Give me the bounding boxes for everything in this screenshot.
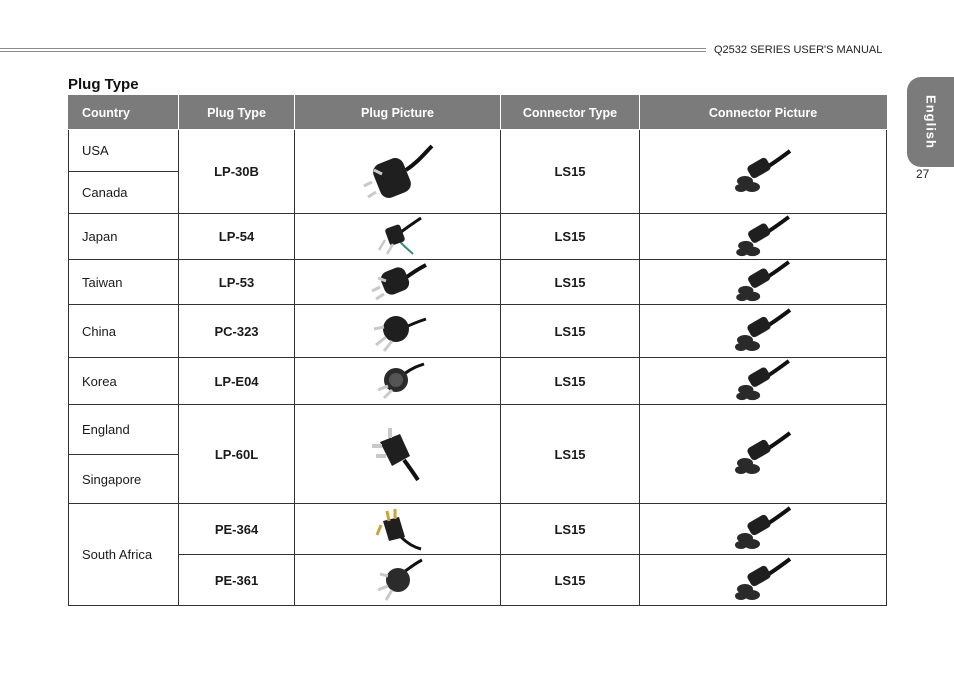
table-row — [69, 555, 887, 606]
column-header-connector-picture: Connector Picture — [640, 96, 887, 130]
plug-type-cell: LP-60L — [179, 405, 295, 504]
connector-type-cell: LS15 — [501, 305, 640, 358]
country-cell: China — [69, 305, 179, 358]
country-cell: Taiwan — [69, 260, 179, 305]
plug-picture-cell — [295, 555, 501, 606]
page-number: 27 — [916, 167, 930, 181]
plug-pe-361-icon — [372, 558, 424, 602]
connector-ls15-icon — [734, 149, 792, 195]
plug-type-cell: PE-364 — [179, 504, 295, 555]
country-cell: Korea — [69, 358, 179, 405]
plug-picture-cell — [295, 358, 501, 405]
plug-pe-364-icon — [373, 507, 423, 551]
plug-picture-cell — [295, 305, 501, 358]
connector-picture-cell — [640, 214, 887, 260]
manual-title: Q2532 SERIES USER'S MANUAL — [714, 44, 883, 56]
section-title: Plug Type — [68, 76, 139, 93]
table-row — [69, 405, 887, 455]
table-row — [69, 214, 887, 260]
connector-picture-cell — [640, 130, 887, 214]
plug-picture-cell — [295, 504, 501, 555]
plug-type-cell: LP-53 — [179, 260, 295, 305]
plug-picture-cell — [295, 405, 501, 504]
connector-ls15-icon — [734, 308, 792, 354]
table-row — [69, 305, 887, 358]
table-row — [69, 358, 887, 405]
country-cell: Canada — [69, 172, 179, 214]
column-header-connector-type: Connector Type — [501, 96, 640, 130]
plug-picture-cell — [295, 214, 501, 260]
plug-lp-54-icon — [373, 216, 423, 258]
table-row — [69, 260, 887, 305]
connector-ls15-icon — [734, 557, 792, 603]
country-cell: USA — [69, 130, 179, 172]
column-header-country: Country — [69, 96, 179, 130]
connector-type-cell: LS15 — [501, 260, 640, 305]
connector-ls15-icon — [734, 260, 792, 304]
language-tab-label: English — [923, 95, 938, 149]
country-cell: England — [69, 405, 179, 455]
connector-type-cell: LS15 — [501, 504, 640, 555]
plug-lp-30b-icon — [362, 140, 434, 204]
plug-type-cell: LP-E04 — [179, 358, 295, 405]
plug-type-cell: LP-54 — [179, 214, 295, 260]
plug-picture-cell — [295, 130, 501, 214]
plug-picture-cell — [295, 260, 501, 305]
column-header-plug-type: Plug Type — [179, 96, 295, 130]
connector-picture-cell — [640, 504, 887, 555]
connector-type-cell: LS15 — [501, 130, 640, 214]
country-cell: South Africa — [69, 504, 179, 606]
connector-type-cell: LS15 — [501, 214, 640, 260]
connector-type-cell: LS15 — [501, 405, 640, 504]
connector-type-cell: LS15 — [501, 555, 640, 606]
table-header-row — [69, 96, 887, 130]
plug-type-cell: PE-361 — [179, 555, 295, 606]
table-row — [69, 504, 887, 555]
connector-ls15-icon — [734, 506, 792, 552]
language-tab[interactable] — [907, 77, 954, 167]
connector-ls15-icon — [734, 359, 792, 403]
plug-lp-53-icon — [368, 261, 428, 303]
column-header-plug-picture: Plug Picture — [295, 96, 501, 130]
plug-type-cell: PC-323 — [179, 305, 295, 358]
table-row — [69, 130, 887, 172]
plug-type-cell: LP-30B — [179, 130, 295, 214]
connector-picture-cell — [640, 358, 887, 405]
connector-ls15-icon — [734, 215, 792, 259]
header-rule — [0, 48, 706, 53]
connector-picture-cell — [640, 405, 887, 504]
plug-lp-e04-icon — [370, 360, 426, 402]
connector-picture-cell — [640, 260, 887, 305]
country-cell: Japan — [69, 214, 179, 260]
plug-pc-323-icon — [368, 309, 428, 353]
connector-type-cell: LS15 — [501, 358, 640, 405]
plug-type-table — [68, 95, 887, 606]
plug-lp-60l-icon — [370, 426, 426, 482]
connector-picture-cell — [640, 555, 887, 606]
country-cell: Singapore — [69, 455, 179, 504]
connector-ls15-icon — [734, 431, 792, 477]
connector-picture-cell — [640, 305, 887, 358]
